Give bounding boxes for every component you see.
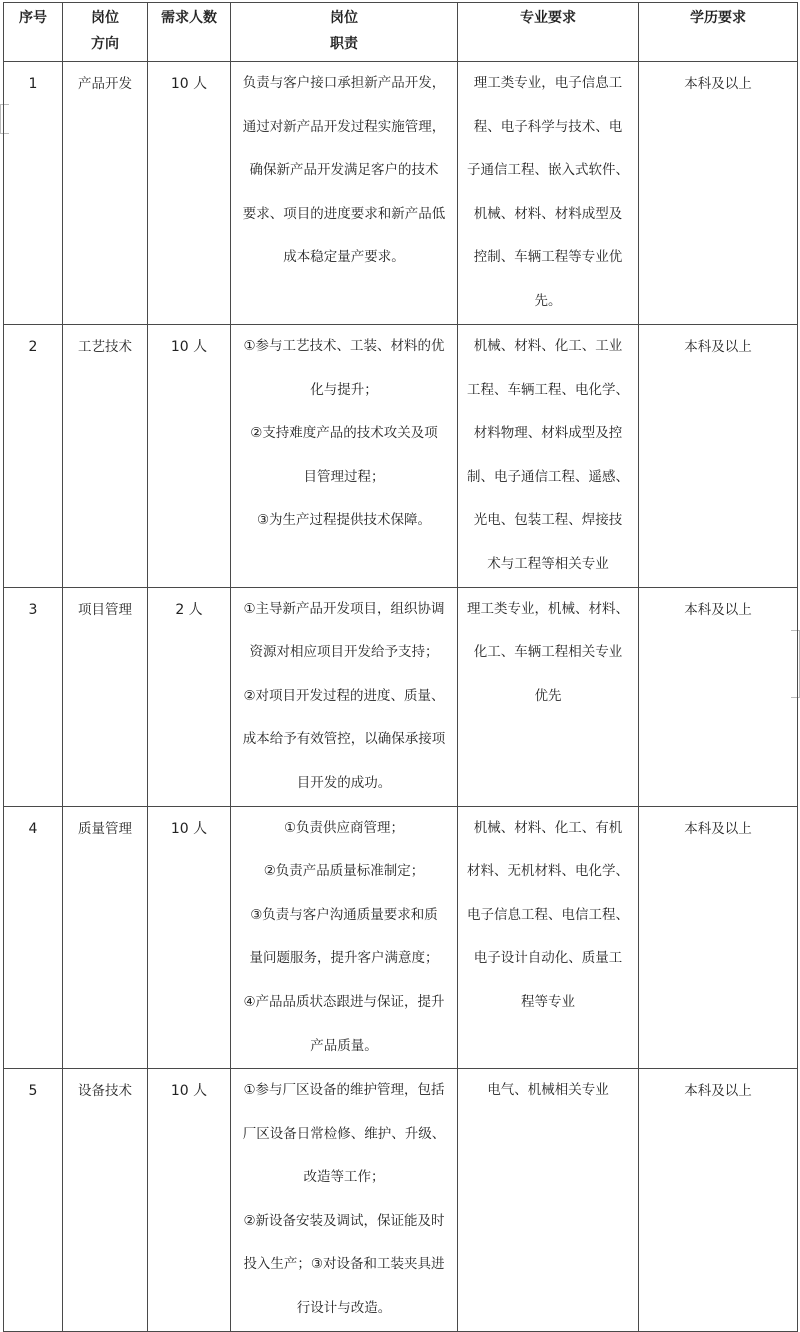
major-line: 化工、车辆工程相关专业 bbox=[473, 644, 623, 661]
header-no bbox=[4, 3, 63, 62]
row-count-cell: 2 人 bbox=[148, 587, 231, 806]
major-line: 优先 bbox=[534, 687, 562, 704]
duty-line: ④产品品质状态跟进与保证，提升 bbox=[243, 993, 445, 1010]
row-duty-cell bbox=[231, 587, 458, 806]
row-direction-cell: 工艺技术 bbox=[63, 325, 148, 588]
duty-line: 目开发的成功。 bbox=[296, 774, 392, 791]
row-duty-cell bbox=[231, 325, 458, 588]
row-count-cell: 10 人 bbox=[148, 806, 231, 1069]
duty-line: 成本稳定量产要求。 bbox=[283, 249, 405, 266]
major-line: 程等专业 bbox=[521, 993, 575, 1010]
row-no-cell: 3 bbox=[4, 587, 63, 806]
row-direction-cell: 项目管理 bbox=[63, 587, 148, 806]
row-count-cell: 10 人 bbox=[148, 1069, 231, 1332]
duty-line: 厂区设备日常检修、维护、升级、 bbox=[242, 1125, 446, 1142]
row-count-cell: 10 人 bbox=[148, 325, 231, 588]
duty-line: 负责与客户接口承担新产品开发， bbox=[242, 75, 446, 91]
row-duty-cell bbox=[231, 806, 458, 1069]
header-major bbox=[458, 3, 639, 62]
header-duty bbox=[231, 3, 458, 62]
duty-line: 改造等工作； bbox=[303, 1169, 385, 1186]
major-line: 材料物理、材料成型及控 bbox=[473, 425, 623, 442]
duty-line: 成本给予有效管控，以确保承接项 bbox=[242, 731, 446, 748]
table-row bbox=[4, 587, 798, 806]
duty-line: 行设计与改造。 bbox=[296, 1300, 392, 1317]
header-edu-label: 学历要求 bbox=[690, 10, 746, 26]
row-edu-cell: 本科及以上 bbox=[639, 62, 798, 325]
row-major-cell bbox=[458, 62, 639, 325]
duty-line: 资源对相应项目开发给予支持； bbox=[249, 644, 439, 661]
duty-line: ①负责供应商管理； bbox=[283, 819, 405, 836]
duty-line: 要求、项目的进度要求和新产品低 bbox=[242, 205, 446, 222]
table-row bbox=[4, 1069, 798, 1332]
header-no-label: 序号 bbox=[19, 10, 47, 26]
table-row bbox=[4, 806, 798, 1069]
major-line: 机械、材料、化工、有机 bbox=[473, 819, 623, 836]
row-count-cell: 10 人 bbox=[148, 62, 231, 325]
duty-line: 通过对新产品开发过程实施管理， bbox=[242, 118, 446, 135]
row-major-cell bbox=[458, 806, 639, 1069]
duty-line: ①参与工艺技术、工装、材料的优 bbox=[243, 338, 445, 354]
header-direction bbox=[63, 3, 148, 62]
duty-line: ②支持难度产品的技术攻关及项 bbox=[250, 425, 438, 442]
major-line: 术与工程等相关专业 bbox=[487, 555, 609, 572]
major-line: 电子设计自动化、质量工 bbox=[473, 950, 623, 967]
row-major-cell bbox=[458, 325, 639, 588]
major-line: 光电、包装工程、焊接技 bbox=[473, 512, 623, 529]
major-line: 理工类专业，电子信息工 bbox=[473, 75, 623, 91]
header-duty-line: 岗位 bbox=[330, 10, 358, 26]
header-major-label: 专业要求 bbox=[520, 10, 576, 26]
major-line: 先。 bbox=[534, 292, 562, 309]
recruitment-table bbox=[3, 2, 798, 1332]
row-no-cell: 4 bbox=[4, 806, 63, 1069]
duty-line: 产品质量。 bbox=[310, 1037, 378, 1054]
duty-line: ③为生产过程提供技术保障。 bbox=[256, 512, 432, 529]
major-line: 子通信工程、嵌入式软件、 bbox=[467, 162, 629, 179]
header-count-label: 需求人数 bbox=[161, 10, 217, 26]
major-line: 材料、无机材料、电化学、 bbox=[467, 863, 629, 880]
row-no-cell: 5 bbox=[4, 1069, 63, 1332]
header-direction-line: 方向 bbox=[91, 36, 119, 52]
duty-line: 目管理过程； bbox=[303, 468, 385, 485]
duty-line: ③负责与客户沟通质量要求和质 bbox=[250, 906, 438, 923]
duty-line: ②负责产品质量标准制定； bbox=[263, 863, 425, 880]
row-edu-cell: 本科及以上 bbox=[639, 806, 798, 1069]
row-major-cell bbox=[458, 587, 639, 806]
header-duty-line: 职责 bbox=[330, 36, 358, 52]
row-edu-cell: 本科及以上 bbox=[639, 325, 798, 588]
major-line: 机械、材料、材料成型及 bbox=[473, 205, 623, 222]
row-no-cell: 1 bbox=[4, 62, 63, 325]
row-direction-cell: 设备技术 bbox=[63, 1069, 148, 1332]
duty-line: 量问题服务，提升客户满意度； bbox=[249, 950, 439, 967]
major-line: 理工类专业，机械、材料、 bbox=[467, 600, 629, 617]
header-edu bbox=[639, 3, 798, 62]
duty-line: ①参与厂区设备的维护管理，包括 bbox=[243, 1082, 445, 1099]
row-no-cell: 2 bbox=[4, 325, 63, 588]
duty-line: ①主导新产品开发项目，组织协调 bbox=[243, 600, 445, 617]
major-line: 电子信息工程、电信工程、 bbox=[467, 906, 629, 923]
major-line: 程、电子科学与技术、电 bbox=[473, 118, 623, 135]
duty-line: 投入生产；③对设备和工装夹具进 bbox=[243, 1256, 445, 1273]
row-duty-cell bbox=[231, 1069, 458, 1332]
row-edu-cell: 本科及以上 bbox=[639, 1069, 798, 1332]
row-duty-cell bbox=[231, 62, 458, 325]
header-count bbox=[148, 3, 231, 62]
header-direction-line: 岗位 bbox=[91, 10, 119, 26]
major-line: 控制、车辆工程等专业优 bbox=[473, 249, 623, 266]
major-line: 机械、材料、化工、工业 bbox=[473, 338, 623, 354]
table-row bbox=[4, 62, 798, 325]
duty-line: ②对项目开发过程的进度、质量、 bbox=[243, 687, 445, 704]
row-direction-cell: 质量管理 bbox=[63, 806, 148, 1069]
major-line: 工程、车辆工程、电化学、 bbox=[467, 381, 629, 398]
row-major-cell bbox=[458, 1069, 639, 1332]
duty-line: 化与提升； bbox=[310, 381, 378, 398]
header-row bbox=[4, 3, 798, 62]
duty-line: 确保新产品开发满足客户的技术 bbox=[249, 162, 439, 179]
major-line: 电气、机械相关专业 bbox=[487, 1082, 609, 1099]
major-line: 制、电子通信工程、遥感、 bbox=[467, 468, 629, 485]
row-edu-cell: 本科及以上 bbox=[639, 587, 798, 806]
table-row bbox=[4, 325, 798, 588]
duty-line: ②新设备安装及调试，保证能及时 bbox=[243, 1212, 445, 1229]
row-direction-cell: 产品开发 bbox=[63, 62, 148, 325]
